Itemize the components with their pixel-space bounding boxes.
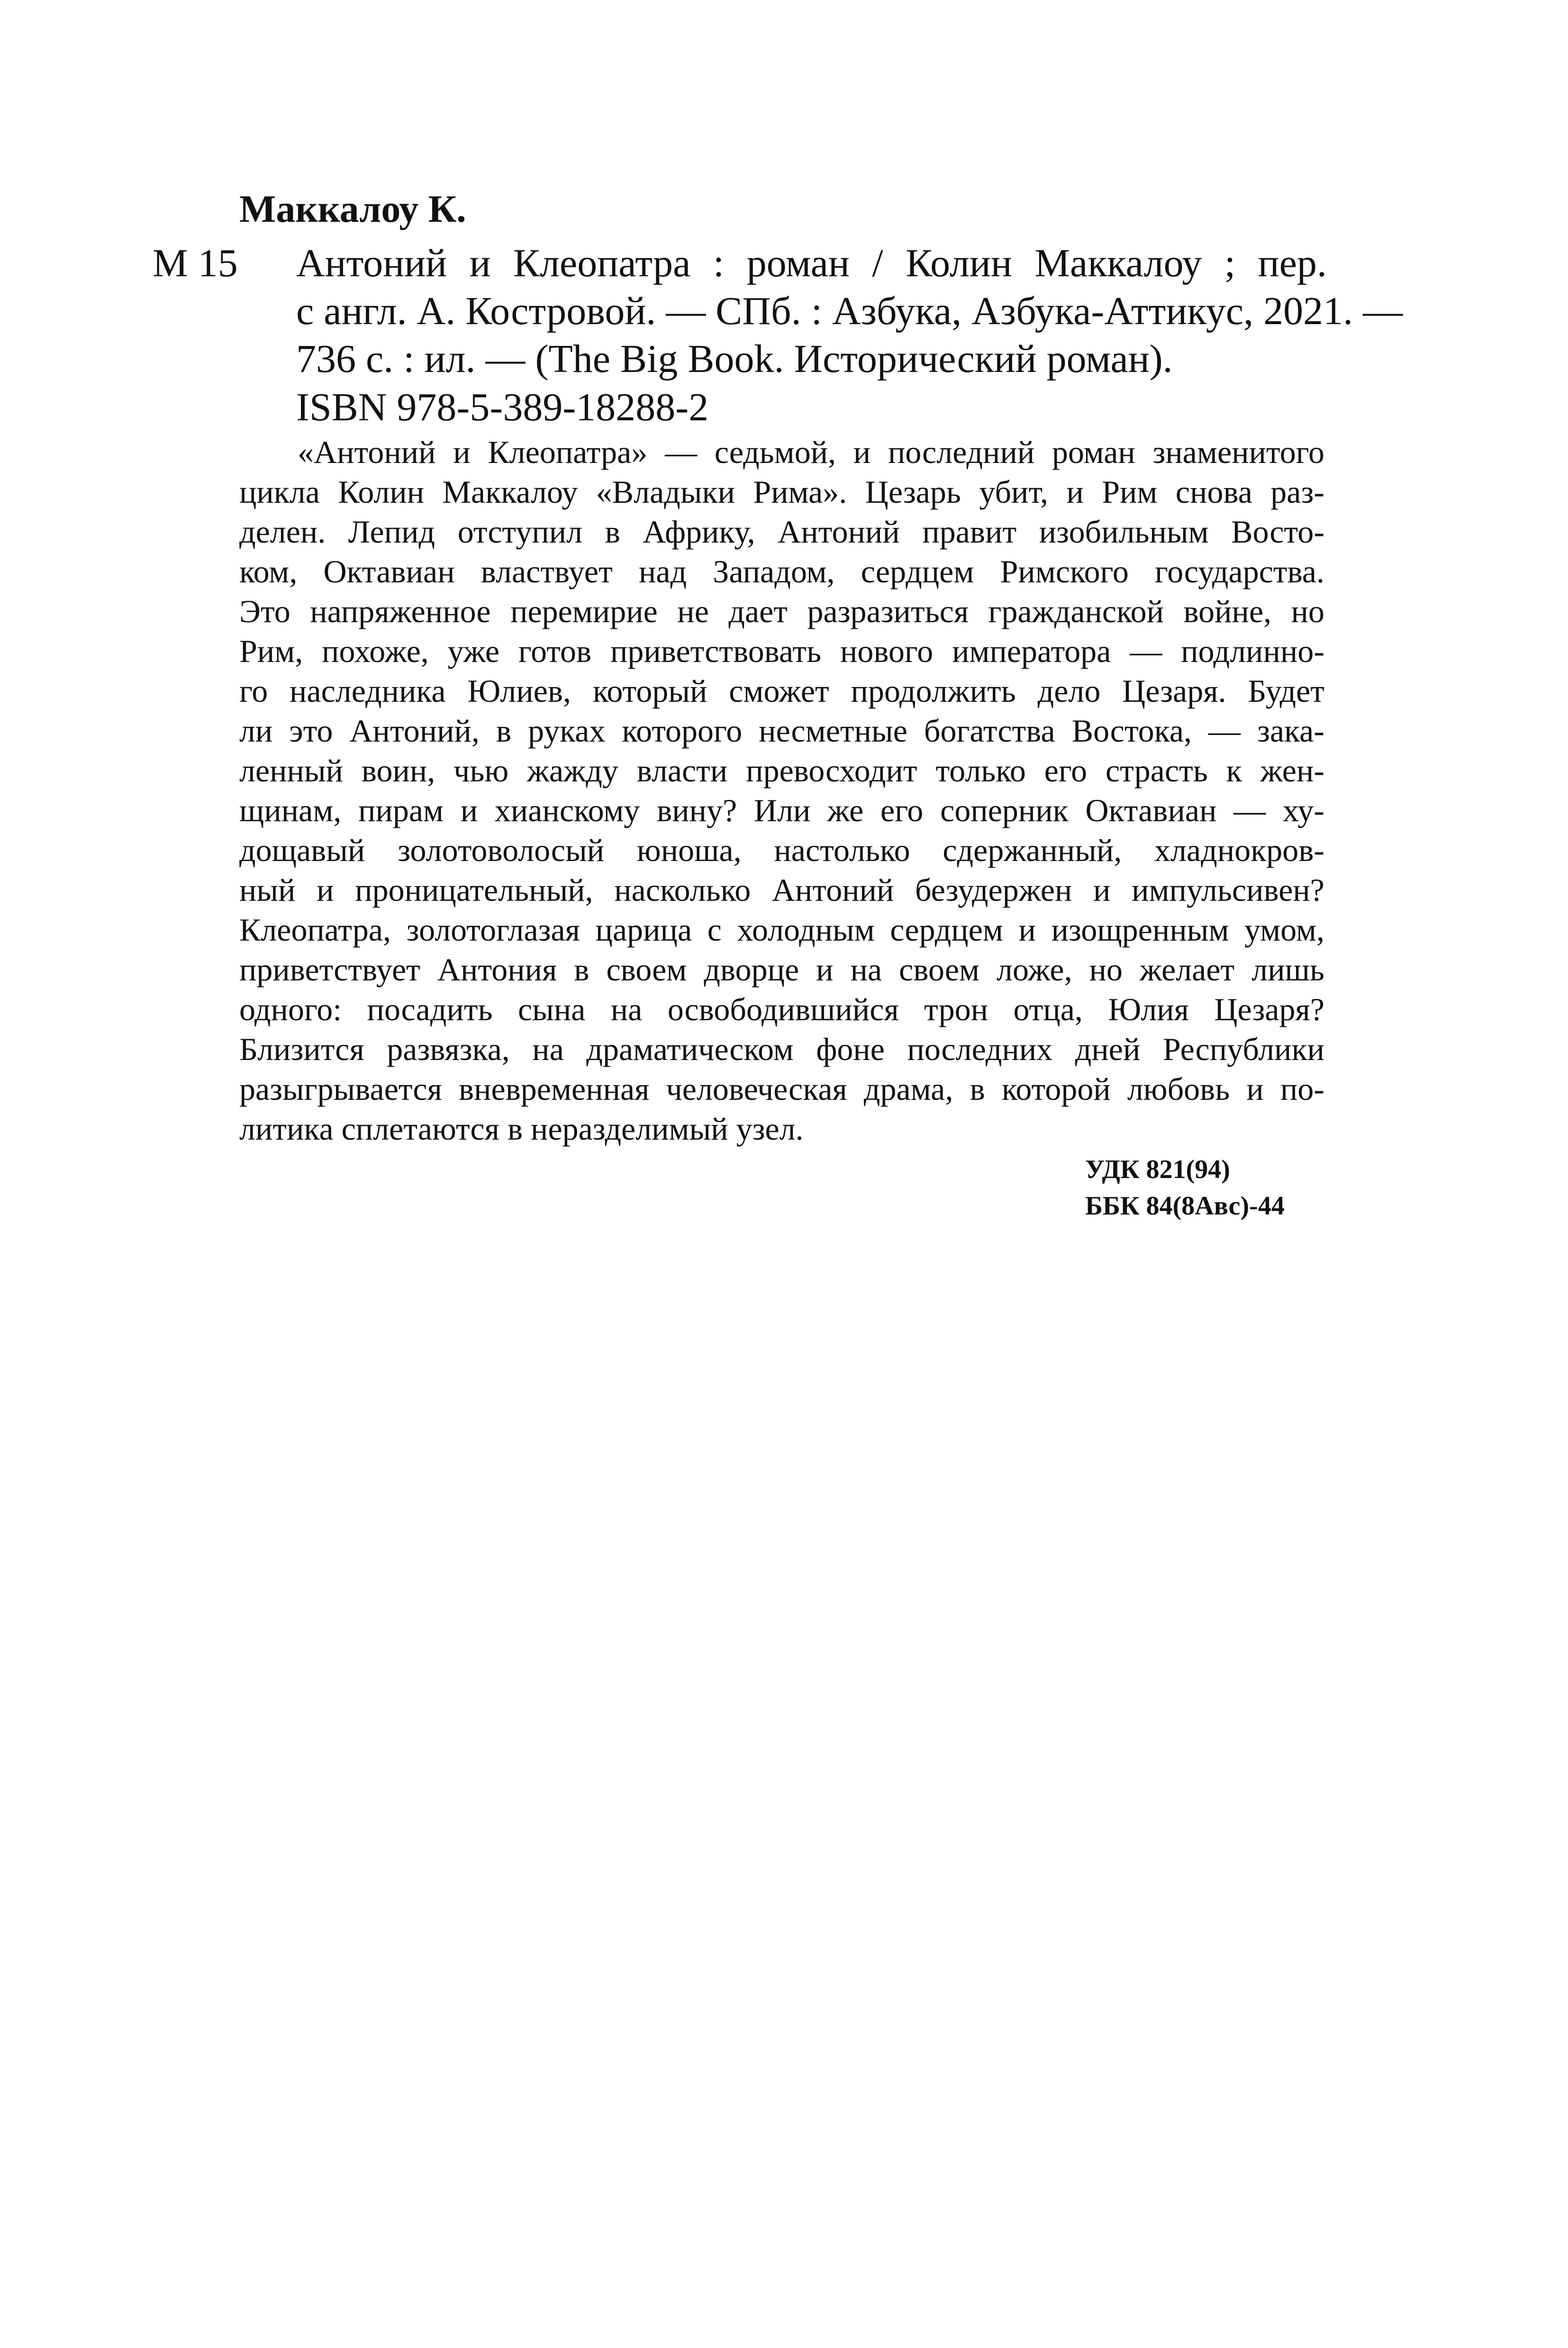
- annotation-line: Это напряженное перемирие не дает разразиться гражданской войне, но: [239, 593, 1324, 629]
- annotation-line: ком, Октавиан властвует над Западом, сердцем Римского государства.: [239, 553, 1324, 589]
- bbk-code: ББК 84(8Авс)-44: [1085, 1191, 1285, 1221]
- annotation-line: делен. Лепид отступил в Африку, Антоний правит изобильным Восто-: [239, 514, 1324, 550]
- annotation-line: ный и проницательный, насколько Антоний безудержен и импульсивен?: [239, 872, 1324, 908]
- annotation-line: щинам, пирам и хианскому вину? Или же его соперник Октавиан — ху-: [239, 792, 1324, 828]
- annotation-line: ли это Антоний, в руках которого несметные богатства Востока, — зака-: [239, 713, 1324, 749]
- catalog-code: М 15: [153, 241, 238, 285]
- annotation-line: «Антоний и Клеопатра» — седьмой, и последний роман знаменитого: [298, 434, 1324, 470]
- bibliographic-line: Антоний и Клеопатра : роман / Колин Маккалоу ; пер.: [296, 241, 1327, 285]
- bibliographic-line: с англ. А. Костровой. — СПб. : Азбука, Азбука-Аттикус, 2021. —: [296, 289, 1403, 333]
- annotation-line: дощавый золотоволосый юноша, настолько сдержанный, хладнокров-: [239, 832, 1324, 868]
- annotation-line: разыгрывается вневременная человеческая драма, в которой любовь и по-: [239, 1071, 1324, 1107]
- udk-code: УДК 821(94): [1085, 1155, 1230, 1184]
- annotation-line: ленный воин, чью жажду власти превосходит только его страсть к жен-: [239, 752, 1324, 789]
- annotation-line: цикла Колин Маккалоу «Владыки Рима». Цезарь убит, и Рим снова раз-: [239, 474, 1324, 510]
- annotation-line: литика сплетаются в неразделимый узел.: [239, 1111, 804, 1147]
- annotation-line: Близится развязка, на драматическом фоне последних дней Республики: [239, 1031, 1324, 1067]
- annotation-line: приветствует Антония в своем дворце и на своем ложе, но желает лишь: [239, 952, 1324, 988]
- author-heading: Маккалоу К.: [239, 187, 466, 230]
- annotation-line: го наследника Юлиев, который сможет продолжить дело Цезаря. Будет: [239, 673, 1324, 709]
- isbn: ISBN 978-5-389-18288-2: [296, 385, 709, 429]
- annotation-line: Рим, похоже, уже готов приветствовать нового императора — подлинно-: [239, 633, 1324, 669]
- bibliographic-line: 736 с. : ил. — (The Big Book. Исторический роман).: [296, 337, 1173, 381]
- annotation-line: Клеопатра, золотоглазая царица с холодным сердцем и изощренным умом,: [239, 912, 1324, 948]
- annotation-line: одного: посадить сына на освободившийся трон отца, Юлия Цезаря?: [239, 991, 1324, 1027]
